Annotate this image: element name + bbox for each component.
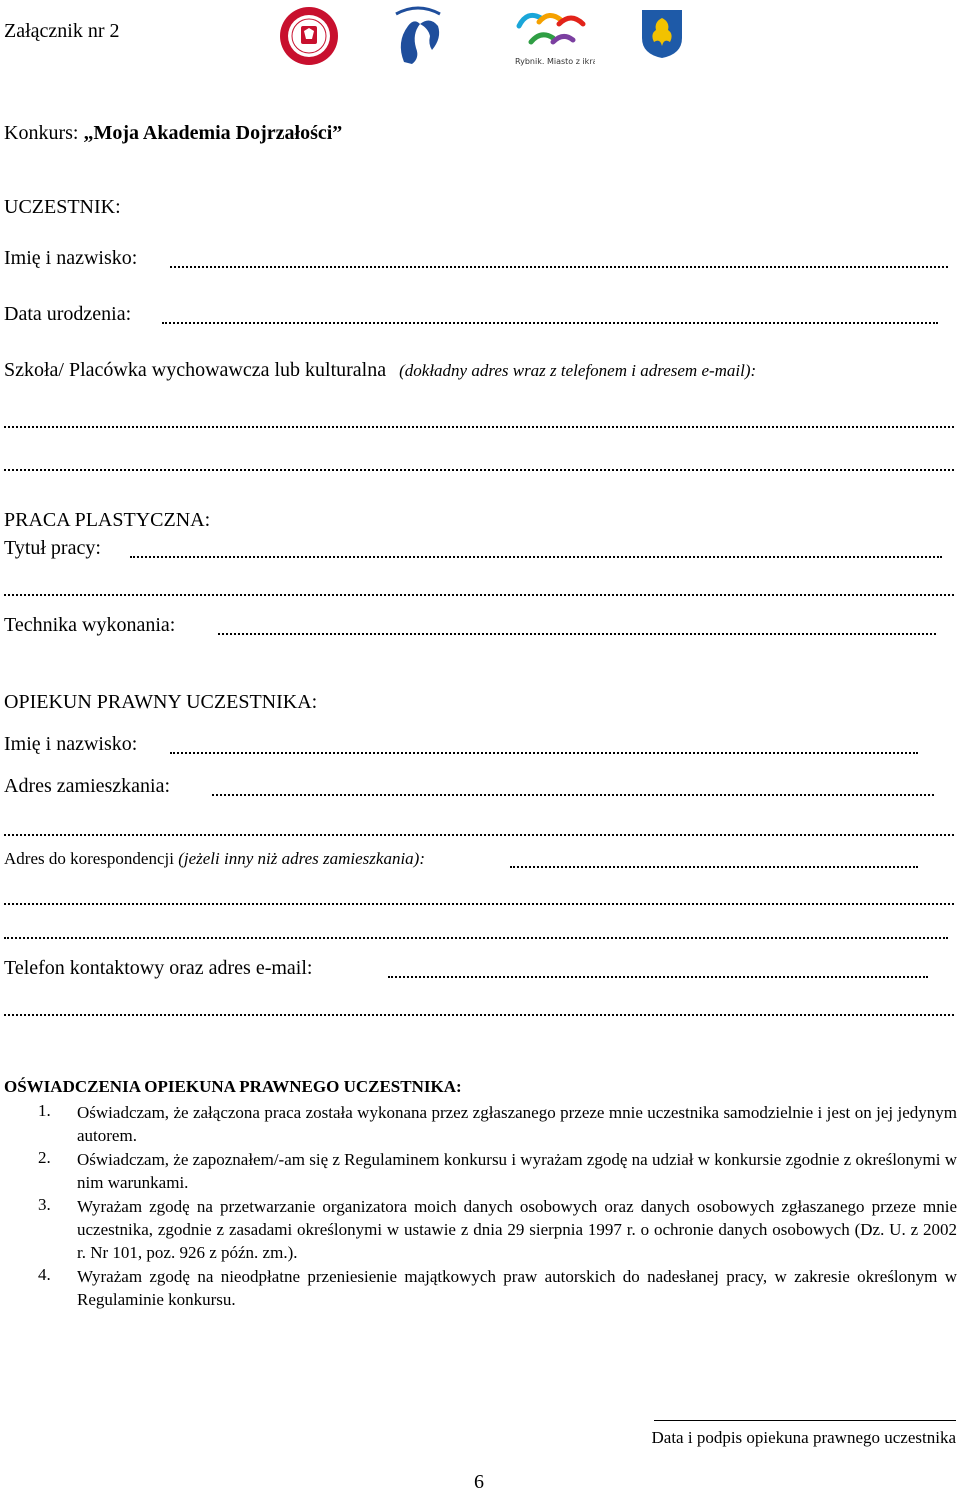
contact-label: Telefon kontaktowy oraz adres e-mail: bbox=[4, 957, 313, 979]
contest-prefix: Konkurs: bbox=[4, 122, 84, 144]
participant-birth-label: Data urodzenia: bbox=[4, 303, 132, 325]
artwork-title-field-2[interactable] bbox=[4, 594, 954, 596]
school-hint: (dokładny adres wraz z telefonem i adresem e-mail): bbox=[399, 361, 757, 380]
declaration-number: 3. bbox=[38, 1195, 51, 1214]
correspondence-label: Adres do korespondencji bbox=[4, 849, 174, 868]
artwork-technique-label: Technika wykonania: bbox=[4, 614, 176, 636]
declaration-text: Oświadczam, że załączona praca została wykonana przez zgłaszanego przeze mnie uczestnika samodzielnie i jest on jej jedynym autorem. bbox=[77, 1103, 957, 1145]
declaration-text: Oświadczam, że zapoznałem/-am się z Regulaminem konkursu i wyrażam zgodę na udział w konkursie zgodnie z określonymi w nim warunkami. bbox=[77, 1150, 957, 1192]
contest-line bbox=[4, 122, 342, 145]
guardian-address-field-2[interactable] bbox=[4, 834, 954, 836]
signature-line[interactable] bbox=[654, 1420, 956, 1421]
page-number: 6 bbox=[474, 1471, 484, 1493]
participant-heading: UCZESTNIK: bbox=[4, 196, 121, 218]
declaration-number: 2. bbox=[38, 1148, 51, 1167]
pis-seal-icon bbox=[279, 6, 339, 66]
contact-field-1[interactable] bbox=[388, 976, 928, 978]
guardian-name-label: Imię i nazwisko: bbox=[4, 733, 138, 755]
contact-field-2[interactable] bbox=[4, 1014, 954, 1016]
declaration-text: Wyrażam zgodę na nieodpłatne przeniesienie majątkowych praw autorskich do nadesłanej pracy, w zakresie określonym w Regulaminie konkursu. bbox=[77, 1267, 957, 1309]
correspondence-field-2[interactable] bbox=[4, 903, 954, 905]
guardian-name-field[interactable] bbox=[170, 752, 918, 754]
artwork-title-label: Tytuł pracy: bbox=[4, 537, 101, 559]
signature-label: Data i podpis opiekuna prawnego uczestnika bbox=[651, 1428, 956, 1447]
declaration-number: 4. bbox=[38, 1265, 51, 1284]
school-label-line bbox=[4, 359, 756, 382]
artwork-technique-field[interactable] bbox=[218, 633, 936, 635]
artwork-title-field-1[interactable] bbox=[130, 556, 942, 558]
guardian-address-label: Adres zamieszkania: bbox=[4, 775, 171, 797]
school-label: Szkoła/ Placówka wychowawcza lub kulturalna bbox=[4, 359, 387, 381]
attachment-label: Załącznik nr 2 bbox=[4, 20, 120, 42]
school-field-line-1[interactable] bbox=[4, 426, 954, 428]
correspondence-label-line bbox=[4, 849, 425, 869]
rybnik-logo-icon bbox=[505, 4, 595, 68]
coat-of-arms-icon bbox=[640, 8, 684, 60]
correspondence-field-3[interactable] bbox=[4, 937, 948, 939]
participant-name-field[interactable] bbox=[170, 266, 948, 268]
school-field-line-2[interactable] bbox=[4, 469, 954, 471]
participant-name-label: Imię i nazwisko: bbox=[4, 247, 138, 269]
promocja-zdrowia-icon bbox=[390, 4, 446, 68]
declaration-text: Wyrażam zgodę na przetwarzanie organizatora moich danych osobowych oraz danych osobowych zgłaszanego przeze mnie uczestnika, zgodnie z zasadami określonymi w ustawie z dnia 29 sierpnia 1997 r. o ochronie danych osobowych (Dz. U. z 2002 r. Nr 101, poz. 926 z późn. zm.). bbox=[77, 1197, 957, 1262]
contest-title: „Moja Akademia Dojrzałości” bbox=[83, 122, 343, 144]
declaration-number: 1. bbox=[38, 1101, 51, 1120]
correspondence-hint: (jeżeli inny niż adres zamieszkania): bbox=[178, 849, 425, 868]
correspondence-field-1[interactable] bbox=[510, 866, 918, 868]
participant-birth-field[interactable] bbox=[162, 322, 938, 324]
guardian-heading: OPIEKUN PRAWNY UCZESTNIKA: bbox=[4, 691, 318, 713]
guardian-address-field-1[interactable] bbox=[212, 794, 934, 796]
rybnik-logo-text: Rybnik. Miasto z ikrą. bbox=[515, 57, 595, 66]
artwork-heading: PRACA PLASTYCZNA: bbox=[4, 509, 211, 531]
declarations-heading: OŚWIADCZENIA OPIEKUNA PRAWNEGO UCZESTNIKA: bbox=[4, 1077, 462, 1096]
